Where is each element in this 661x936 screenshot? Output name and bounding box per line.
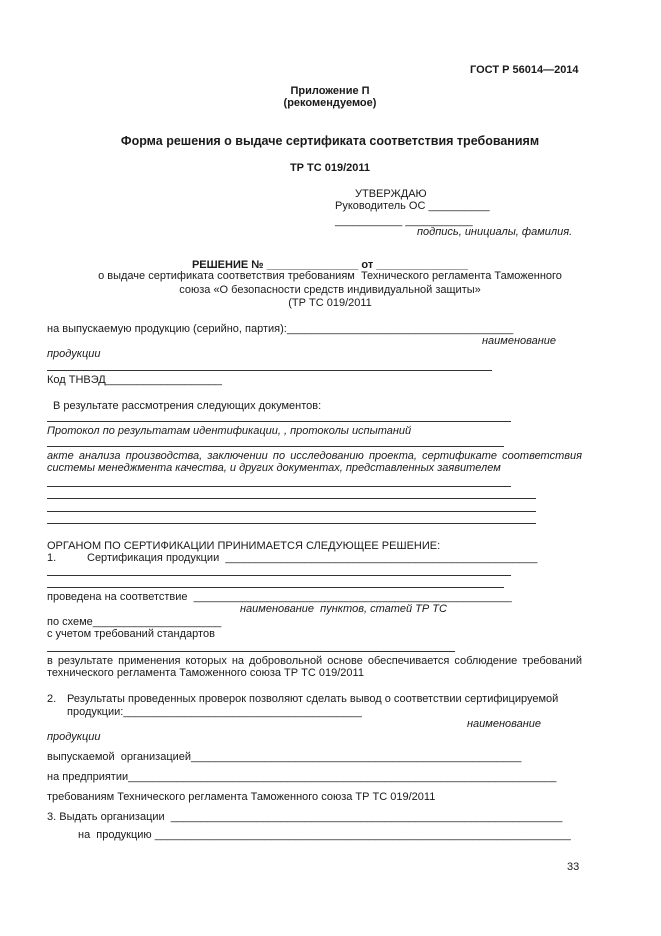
item1-rule-2	[47, 587, 504, 588]
approve-sign-line: ___________ ___________	[335, 215, 473, 227]
item1-text: Сертификация продукции ___________________________________________________	[87, 552, 538, 564]
appendix-note: (рекомендуемое)	[283, 97, 377, 109]
product-caption-2: продукции	[47, 348, 101, 360]
documents-acts: акте анализа производства, заключении по исследованию проекта, сертификате соответствия системы менеджмента качества, и других документах, представленных заявителем	[47, 450, 582, 474]
decision-number-line: РЕШЕНИЕ № _______________ от _______________	[191, 259, 469, 271]
approve-label: УТВЕРЖДАЮ	[355, 188, 427, 200]
documents-rule-4	[47, 498, 536, 499]
standard-header: ГОСТ Р 56014—2014	[470, 64, 579, 76]
item2-product: продукции:_______________________________________	[67, 706, 362, 718]
tnved-code: Код ТНВЭД___________________	[47, 374, 222, 386]
ruling-heading: ОРГАНОМ ПО СЕРТИФИКАЦИИ ПРИНИМАЕТСЯ СЛЕДУЮЩЕЕ РЕШЕНИЕ:	[47, 540, 441, 552]
enterprise-line: на предприятии______________________________________________________________________	[47, 771, 557, 783]
item1-number: 1.	[47, 552, 57, 564]
item3-line: 3. Выдать организации ________________________________________________________________	[47, 811, 563, 823]
decision-subject-2: союза «О безопасности средств индивидуальной защиты»	[179, 284, 481, 296]
decision-subject-3: (ТР ТС 019/2011	[288, 297, 372, 309]
documents-intro: В результате рассмотрения следующих документов:	[53, 400, 322, 412]
appendix-title: Приложение П	[290, 85, 370, 97]
documents-rule-2	[47, 446, 504, 447]
form-title: Форма решения о выдаче сертификата соответствия требованиям	[120, 134, 540, 148]
product-rule	[47, 370, 492, 371]
requirements-line: требованиям Технического регламента Таможенного союза ТР ТС 019/2011	[47, 791, 436, 803]
documents-rule-3	[47, 486, 511, 487]
conducted-caption: наименование пунктов, статей ТР ТС	[240, 603, 447, 615]
item3-product-line: на продукцию ____________________________________________________________________	[78, 829, 571, 841]
product-caption-1: наименование	[482, 335, 557, 347]
decision-subject-1: о выдаче сертификата соответствия требованиям Технического регламента Таможенного	[98, 270, 562, 282]
product-line: на выпускаемую продукцию (серийно, партия):_____________________________________	[47, 323, 514, 335]
scheme-line: по схеме_____________________	[47, 616, 222, 628]
documents-rule-1	[47, 421, 511, 422]
documents-rule-5	[47, 511, 536, 512]
voluntary-text: в результате применения которых на добровольной основе обеспечивается соблюдение требований технического регламента Таможенного союза ТР ТС 019/2011	[47, 655, 582, 679]
item2-number: 2.	[47, 693, 57, 705]
made-by-line: выпускаемой организацией______________________________________________________	[47, 751, 522, 763]
approve-sign-caption: подпись, инициалы, фамилия.	[417, 226, 573, 238]
item2-caption-1: наименование	[467, 718, 542, 730]
item2-caption-2: продукции	[47, 731, 101, 743]
approve-head: Руководитель ОС __________	[335, 200, 490, 212]
item1-rule-1	[47, 575, 511, 576]
documents-protocols: Протокол по результатам идентификации, , протоколы испытаний	[47, 425, 412, 437]
conducted-line: проведена на соответствие ____________________________________________________	[47, 591, 512, 603]
standards-line: с учетом требований стандартов	[47, 628, 215, 640]
page-number: 33	[567, 861, 580, 873]
item2-text: Результаты проведенных проверок позволяют сделать вывод о соответствии сертифицируемой	[67, 693, 559, 705]
form-regulation: ТР ТС 019/2011	[289, 162, 371, 174]
documents-rule-6	[47, 523, 536, 524]
standards-rule	[47, 651, 455, 652]
